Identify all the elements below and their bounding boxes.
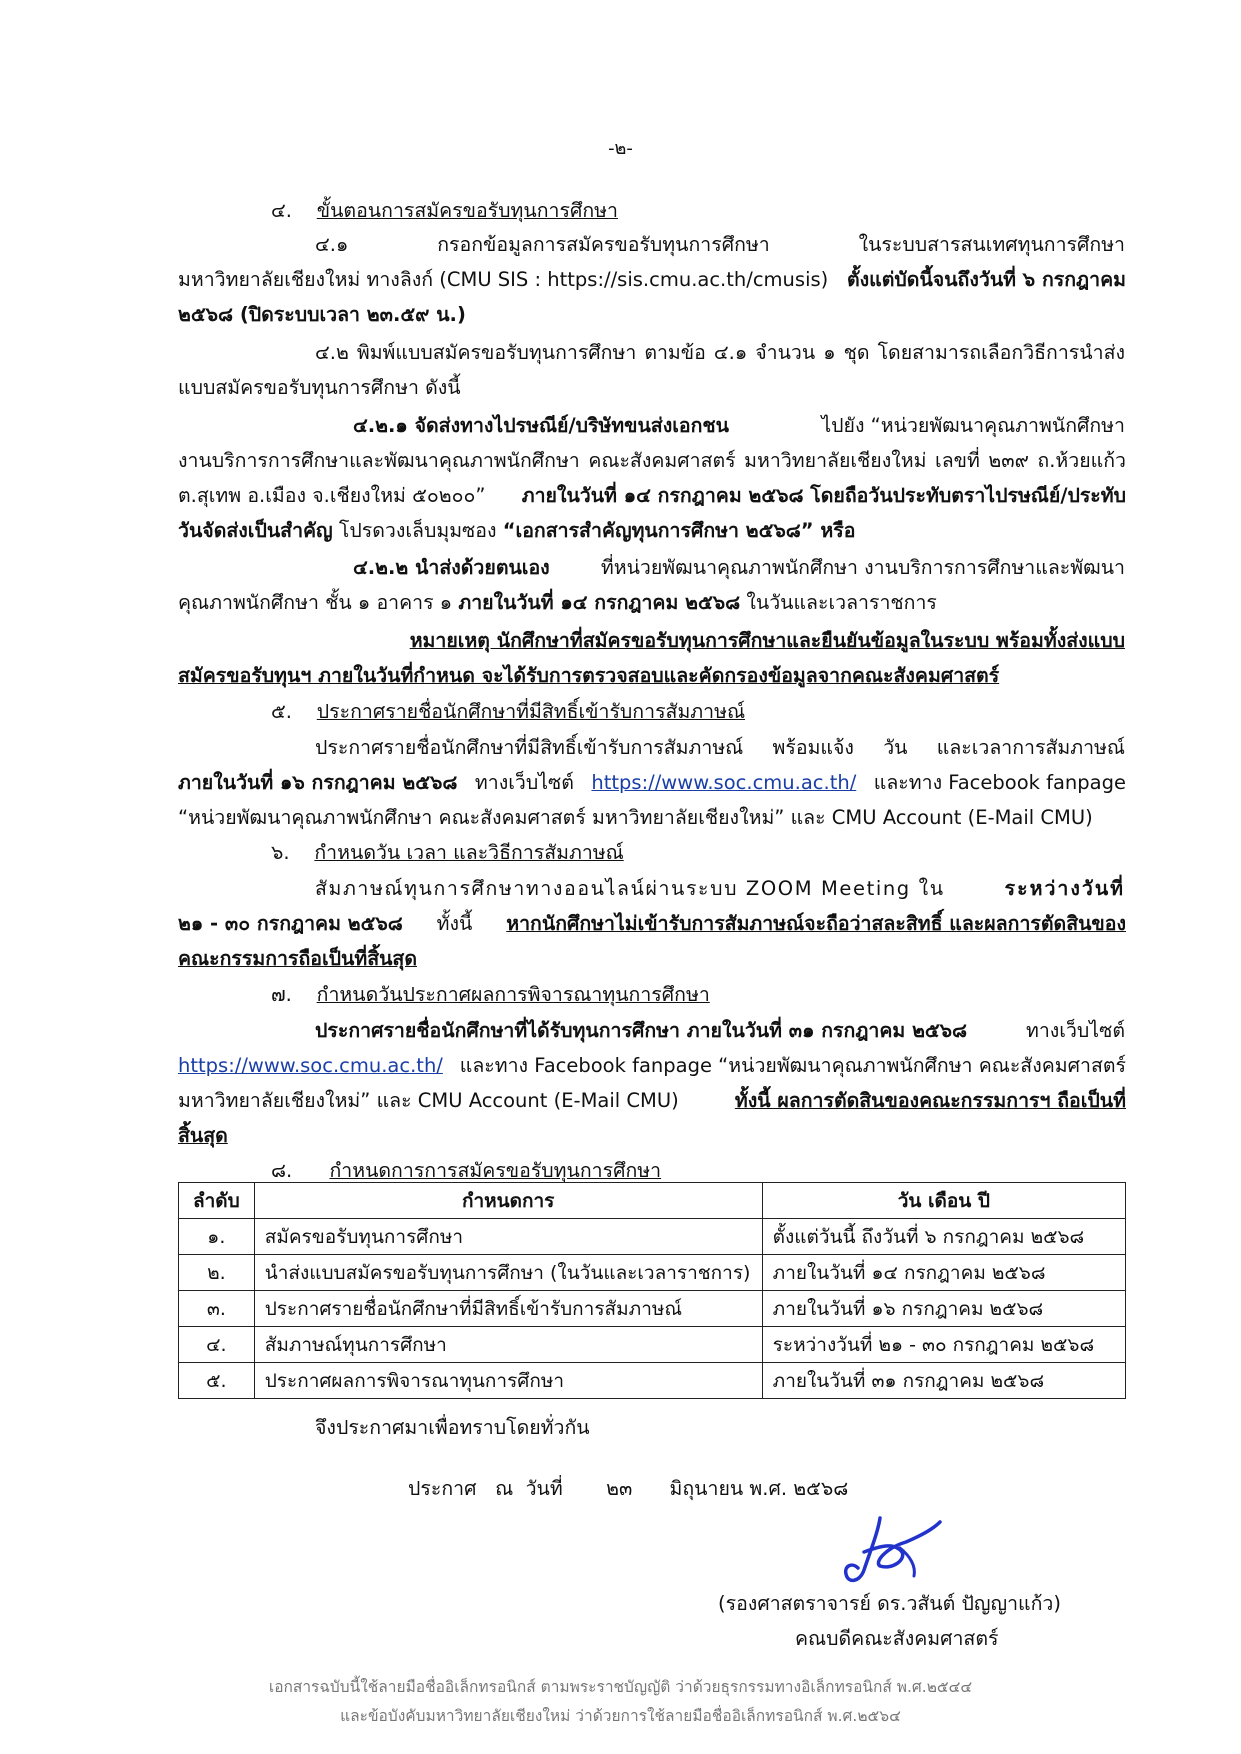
row-date: ภายในวันที่ ๓๑ กรกฎาคม ๒๕๖๘ <box>762 1363 1125 1399</box>
cmu-sis-link-text: มหาวิทยาลัยเชียงใหม่ ทางลิงก์ (CMU SIS : https://sis.cmu.ac.th/cmusis) <box>178 268 829 291</box>
signature-icon <box>840 1512 950 1592</box>
mail-deadline: ภายในวันที่ ๑๔ กรกฎาคม ๒๕๖๘ โดยถือวันประทับตราไปรษณีย์/ประทับ <box>521 484 1126 507</box>
interview-dates: ๒๑ - ๓๐ กรกฎาคม ๒๕๖๘ <box>178 912 403 935</box>
section-7-number: ๗. <box>271 983 292 1006</box>
signer-name: (รองศาสตราจารย์ ดร.วสันต์ ปัญญาแก้ว) <box>718 1592 1061 1615</box>
paragraph-4-2-1-line-3 <box>178 481 1126 511</box>
table-row <box>179 1291 1126 1327</box>
fanpage-label: และทาง Facebook fanpage <box>873 771 1126 794</box>
paragraph-4-2-2-line-2 <box>178 588 937 618</box>
paragraph-4-2-1-line-1 <box>353 411 1125 441</box>
paragraph-4-2-1-line-2: งานบริการการศึกษาและพัฒนาคุณภาพนักศึกษา คณะสังคมศาสตร์ มหาวิทยาลัยเชียงใหม่ เลขที่ ๒๓๙ ถ.ห้วยแก้ว <box>178 449 1126 472</box>
section-8-number: ๘. <box>271 1159 293 1182</box>
paragraph-4-1-line-1: ๔.๑ กรอกข้อมูลการสมัครขอรับทุนการศึกษา ในระบบสารสนเทศทุนการศึกษา <box>315 233 1125 256</box>
section-4-number: ๔. <box>271 199 292 222</box>
schedule-table <box>178 1182 1126 1399</box>
cmu-account-text: มหาวิทยาลัยเชียงใหม่” และ CMU Account (E-Mail CMU) <box>178 1089 679 1112</box>
paragraph-4-2-2-line-1 <box>353 553 1125 583</box>
mail-delivery-address-start: ไปยัง “หน่วยพัฒนาคุณภาพนักศึกษา <box>821 414 1125 437</box>
section-7-line-3 <box>178 1086 1126 1116</box>
row-number: ๑. <box>179 1219 255 1255</box>
row-number: ๓. <box>179 1291 255 1327</box>
section-5-line-2 <box>178 768 1126 798</box>
table-row <box>179 1363 1126 1399</box>
section-6-line-2 <box>178 909 1126 939</box>
column-header-date: วัน เดือน ปี <box>762 1183 1125 1219</box>
interview-period-label: ระหว่างวันที่ <box>1004 877 1125 900</box>
building-info: คุณภาพนักศึกษา ชั้น ๑ อาคาร ๑ <box>178 591 453 614</box>
section-7-title: กำหนดวันประกาศผลการพิจารณาทุนการศึกษา <box>316 983 710 1006</box>
table-row <box>179 1255 1126 1291</box>
column-header-order: ลำดับ <box>179 1183 255 1219</box>
row-activity: สมัครขอรับทุนการศึกษา <box>254 1219 762 1255</box>
announce-day-label: วันที่ <box>525 1477 563 1500</box>
row-number: ๒. <box>179 1255 255 1291</box>
row-date: ภายในวันที่ ๑๖ กรกฎาคม ๒๕๖๘ <box>762 1291 1125 1327</box>
section-5-number: ๕. <box>271 700 292 723</box>
final-decision-note: ทั้งนี้ ผลการตัดสินของคณะกรรมการฯ ถือเป็นที่ <box>734 1089 1126 1112</box>
soc-website-link-2[interactable]: https://www.soc.cmu.ac.th/ <box>178 1054 443 1077</box>
paragraph-4-2-1-line-4 <box>178 516 855 546</box>
note-line-1: หมายเหตุ นักศึกษาที่สมัครขอรับทุนการศึกษาและยืนยันข้อมูลในระบบ พร้อมทั้งส่งแบบ <box>409 629 1125 652</box>
section-5-line-1: ประกาศรายชื่อนักศึกษาที่มีสิทธิ์เข้ารับการสัมภาษณ์ พร้อมแจ้ง วัน และเวลาการสัมภาษณ์ <box>315 736 1125 759</box>
section-5-heading <box>271 697 745 727</box>
condition-label: ทั้งนี้ <box>436 912 473 935</box>
fanpage-label-2: และทาง Facebook fanpage “หน่วยพัฒนาคุณภาพนักศึกษา คณะสังคมศาสตร์ <box>459 1054 1126 1077</box>
announce-day: ๒๓ <box>606 1477 633 1500</box>
result-announcement-deadline: ประกาศรายชื่อนักศึกษาที่ได้รับทุนการศึกษา ภายในวันที่ ๓๑ กรกฎาคม ๒๕๖๘ <box>315 1019 968 1042</box>
row-activity: ประกาศผลการพิจารณาทุนการศึกษา <box>254 1363 762 1399</box>
section-4-title: ขั้นตอนการสมัครขอรับทุนการศึกษา <box>316 199 618 222</box>
announce-at: ณ <box>495 1477 514 1500</box>
note-line-2: สมัครขอรับทุนฯ ภายในวันที่กำหนด จะได้รับการตรวจสอบและคัดกรองข้อมูลจากคณะสังคมศาสตร์ <box>178 664 1000 687</box>
website-label-2: ทางเว็บไซต์ <box>1025 1019 1125 1042</box>
soc-website-link[interactable]: https://www.soc.cmu.ac.th/ <box>591 771 857 794</box>
deadline-text: ตั้งแต่บัดนี้จนถึงวันที่ ๖ กรกฎาคม <box>847 268 1126 291</box>
row-number: ๔. <box>179 1327 255 1363</box>
mail-delivery-title: ๔.๒.๑ จัดส่งทางไปรษณีย์/บริษัทขนส่งเอกชน <box>353 414 729 437</box>
website-label: ทางเว็บไซต์ <box>474 771 574 794</box>
section-7-line-4: สิ้นสุด <box>178 1124 228 1147</box>
paragraph-4-1-line-3: ๒๕๖๘ (ปิดระบบเวลา ๒๓.๕๙ น.) <box>178 303 466 326</box>
row-number: ๕. <box>179 1363 255 1399</box>
row-date: ภายในวันที่ ๑๔ กรกฎาคม ๒๕๖๘ <box>762 1255 1125 1291</box>
table-header-row <box>179 1183 1126 1219</box>
self-delivery-location: ที่หน่วยพัฒนาคุณภาพนักศึกษา งานบริการการศึกษาและพัฒนา <box>600 556 1125 579</box>
forfeit-warning: หากนักศึกษาไม่เข้ารับการสัมภาษณ์จะถือว่าสละสิทธิ์ และผลการตัดสินของ <box>506 912 1126 935</box>
row-activity: ประกาศรายชื่อนักศึกษาที่มีสิทธิ์เข้ารับการสัมภาษณ์ <box>254 1291 762 1327</box>
section-4-heading <box>271 196 618 226</box>
section-6-line-1 <box>315 874 1125 904</box>
announce-label: ประกาศ <box>408 1477 477 1500</box>
self-delivery-deadline: ภายในวันที่ ๑๔ กรกฎาคม ๒๕๖๘ <box>458 591 741 614</box>
announce-month-year: มิถุนายน พ.ศ. ๒๕๖๘ <box>669 1477 849 1500</box>
delivery-date-note: วันจัดส่งเป็นสำคัญ <box>178 519 333 542</box>
interview-list-deadline: ภายในวันที่ ๑๖ กรกฎาคม ๒๕๖๘ <box>178 771 458 794</box>
envelope-instruction: โปรดวงเล็บมุมซอง <box>338 519 497 542</box>
self-delivery-title: ๔.๒.๒ นำส่งด้วยตนเอง <box>353 556 550 579</box>
zoom-interview-text: สัมภาษณ์ทุนการศึกษาทางออนไลน์ผ่านระบบ ZOOM Meeting ใน <box>315 877 945 900</box>
row-activity: สัมภาษณ์ทุนการศึกษา <box>254 1327 762 1363</box>
page-number: -๒- <box>608 138 633 159</box>
table-row <box>179 1327 1126 1363</box>
section-7-line-2 <box>178 1051 1126 1081</box>
footer-line-2: และข้อบังคับมหาวิทยาลัยเชียงใหม่ ว่าด้วยการใช้ลายมือชื่ออิเล็กทรอนิกส์ พ.ศ.๒๕๖๔ <box>340 1707 901 1725</box>
office-hours-note: ในวันและเวลาราชการ <box>746 591 937 614</box>
footer-line-1: เอกสารฉบับนี้ใช้ลายมือชื่ออิเล็กทรอนิกส์ ตามพระราชบัญญัติ ว่าด้วยธุรกรรมทางอิเล็กทรอนิกส์ พ.ศ.๒๕๔๔ <box>268 1678 973 1696</box>
paragraph-4-1-line-2 <box>178 265 1126 295</box>
section-5-line-3: “หน่วยพัฒนาคุณภาพนักศึกษา คณะสังคมศาสตร์ มหาวิทยาลัยเชียงใหม่” และ CMU Account (E-Mail CMU) <box>178 806 1093 829</box>
row-date: ระหว่างวันที่ ๒๑ - ๓๐ กรกฎาคม ๒๕๖๘ <box>762 1327 1125 1363</box>
section-8-title: กำหนดการการสมัครขอรับทุนการศึกษา <box>329 1159 662 1182</box>
envelope-label: “เอกสารสำคัญทุนการศึกษา ๒๕๖๘” หรือ <box>502 519 856 542</box>
section-7-line-1 <box>315 1016 1125 1046</box>
section-7-heading <box>271 980 710 1010</box>
paragraph-4-2-line-2: แบบสมัครขอรับทุนการศึกษา ดังนี้ <box>178 376 461 399</box>
postal-address-end: ต.สุเทพ อ.เมือง จ.เชียงใหม่ ๕๐๒๐๐” <box>178 484 486 507</box>
section-6-title: กำหนดวัน เวลา และวิธีการสัมภาษณ์ <box>314 841 624 864</box>
section-6-line-3: คณะกรรมการถือเป็นที่สิ้นสุด <box>178 947 417 970</box>
paragraph-4-2-line-1: ๔.๒ พิมพ์แบบสมัครขอรับทุนการศึกษา ตามข้อ ๔.๑ จำนวน ๑ ชุด โดยสามารถเลือกวิธีการนำส่ง <box>315 341 1125 364</box>
section-6-heading <box>271 838 624 868</box>
closing-statement: จึงประกาศมาเพื่อทราบโดยทั่วกัน <box>315 1416 590 1439</box>
signer-position: คณบดีคณะสังคมศาสตร์ <box>795 1627 999 1650</box>
table-row <box>179 1219 1126 1255</box>
row-activity: นำส่งแบบสมัครขอรับทุนการศึกษา (ในวันและเวลาราชการ) <box>254 1255 762 1291</box>
column-header-activity: กำหนดการ <box>254 1183 762 1219</box>
section-6-number: ๖. <box>271 841 290 864</box>
announcement-date <box>408 1474 848 1504</box>
row-date: ตั้งแต่วันนี้ ถึงวันที่ ๖ กรกฎาคม ๒๕๖๘ <box>762 1219 1125 1255</box>
section-5-title: ประกาศรายชื่อนักศึกษาที่มีสิทธิ์เข้ารับการสัมภาษณ์ <box>316 700 746 723</box>
